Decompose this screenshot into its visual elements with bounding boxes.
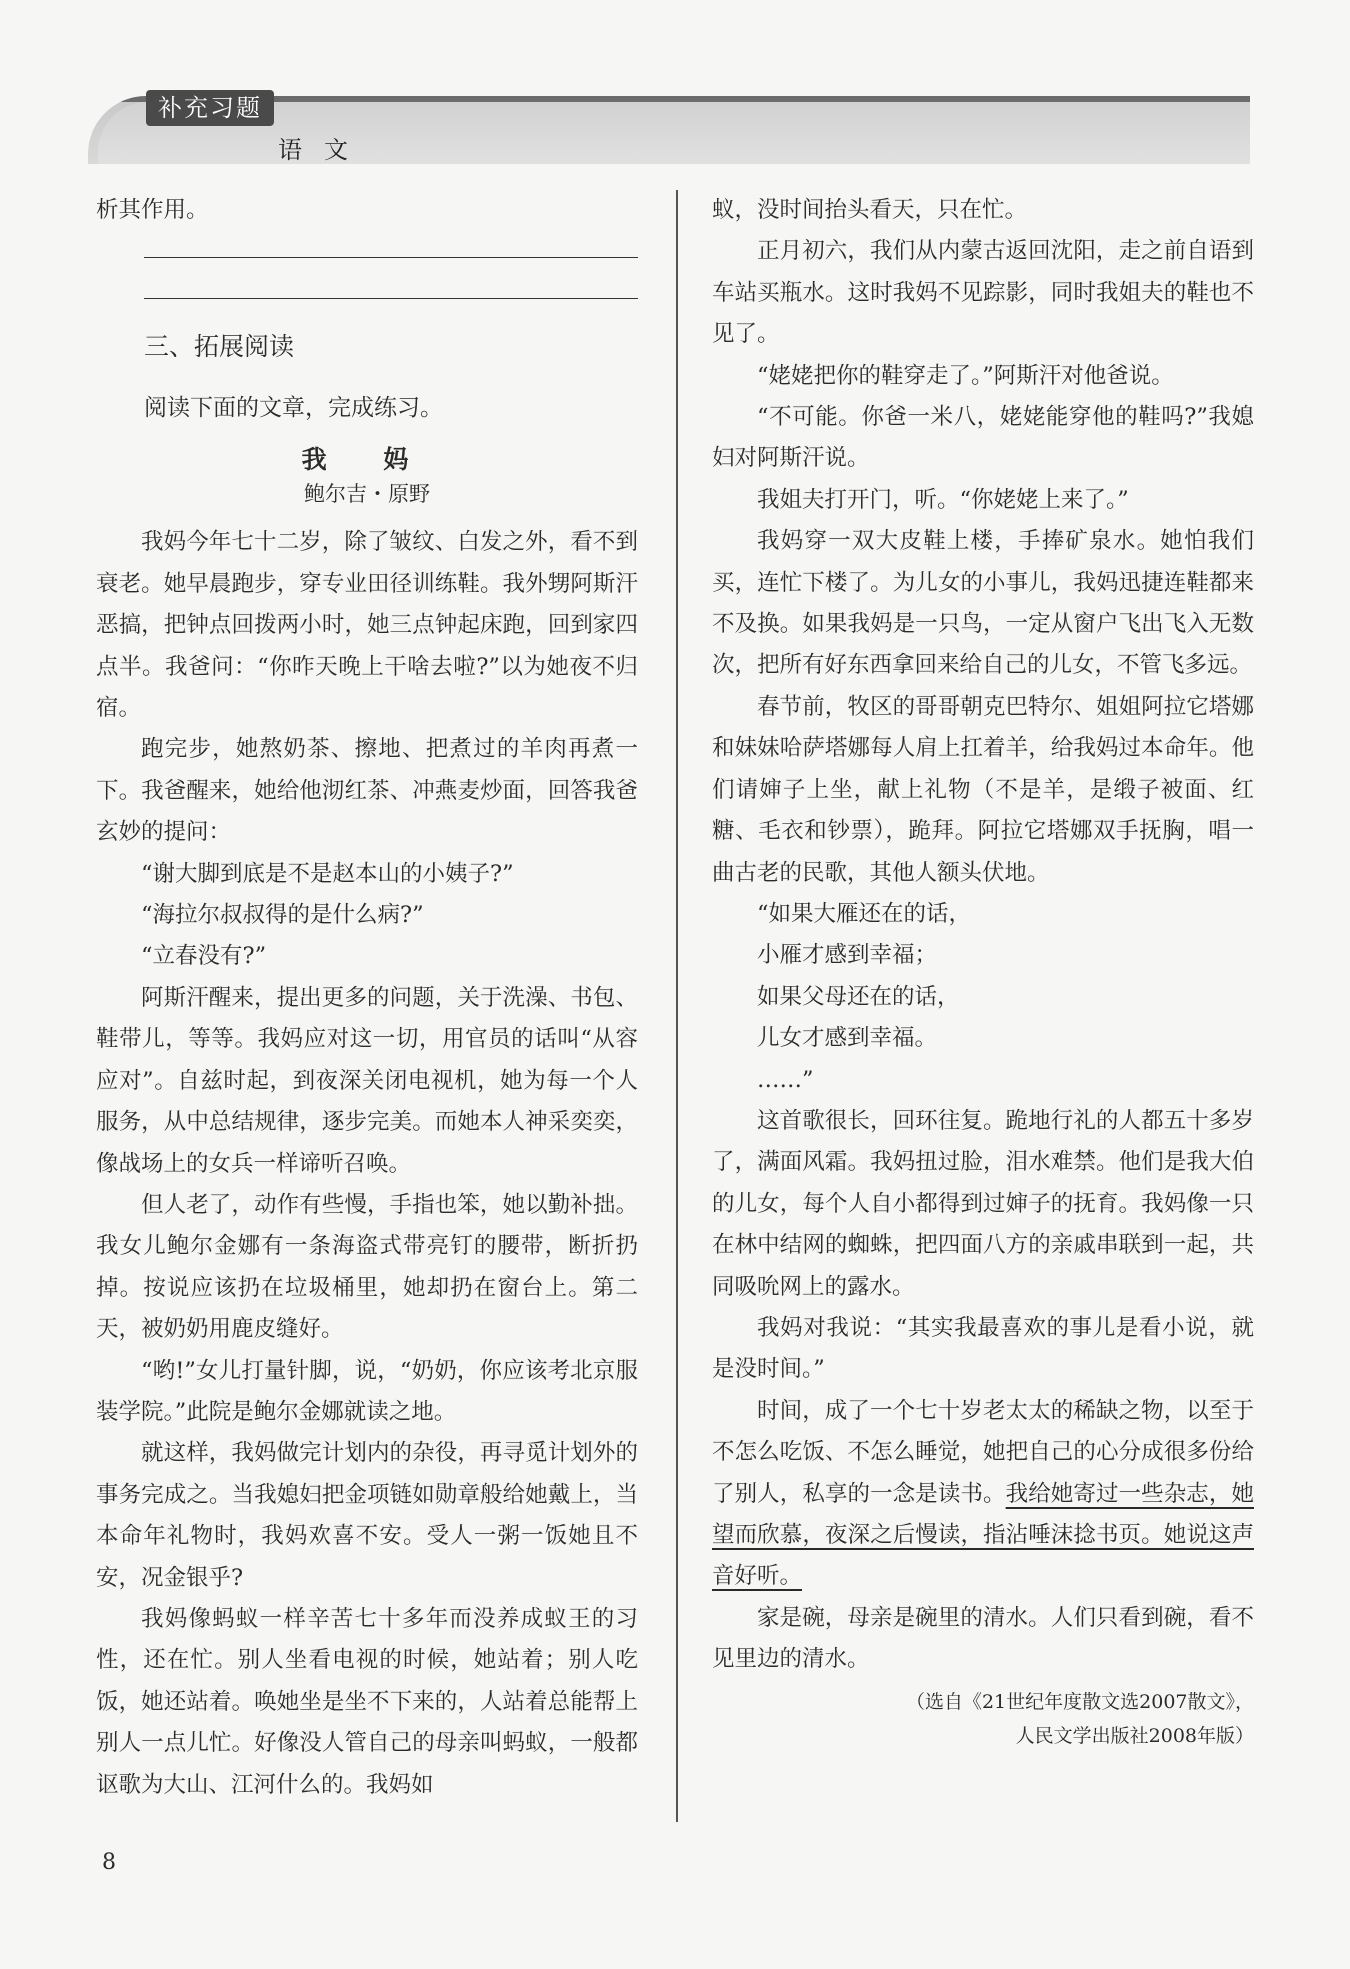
paragraph-text: 时间，成了一个七十岁老太太的稀缺之物，以至于不怎么吃饭、不怎么睡觉，她把自己的心分成很多份给了别人，私享的一念是读书。 [712,1397,1254,1507]
left-column [96,190,638,1806]
paragraph: 我姐夫打开门，听。“你姥姥上来了。” [757,486,1129,513]
paragraph: “立春没有?” [141,943,267,970]
song-line: 如果父母还在的话， [757,983,960,1010]
paragraph: 春节前，牧区的哥哥朝克巴特尔、姐姐阿拉它塔娜和妹妹哈萨塔娜每人肩上扛着羊，给我妈过本命年。他们请婶子上坐，献上礼物（不是羊，是缎子被面、红糖、毛衣和钞票），跪拜。阿拉它塔娜双手抚胸，唱一曲古老的民歌，其他人额头伏地。 [712,693,1254,886]
article-author: 鲍尔吉・原野 [304,482,430,507]
section-title: 三、拓展阅读 [144,332,295,362]
paragraph: 我妈对我说：“其实我最喜欢的事儿是看小说，就是没时间。” [712,1314,1254,1383]
paragraph: 但人老了，动作有些慢，手指也笨，她以勤补拙。我女儿鲍尔金娜有一条海盗式带亮钉的腰带，断折扔掉。按说应该扔在垃圾桶里，她却扔在窗台上。第二天，被奶奶用鹿皮缝好。 [96,1191,638,1343]
song-line: 小雁才感到幸福； [757,942,938,969]
subject-label: 语文 [278,136,370,164]
paragraph: “哟!”女儿打量针脚，说，“奶奶，你应该考北京服装学院。”此院是鲍尔金娜就读之地。 [96,1357,638,1425]
paragraph [712,1391,1254,1598]
page-number: 8 [102,1850,116,1875]
source-citation [712,1685,1254,1753]
paragraph: 蚁，没时间抬头看天，只在忙。 [712,197,1028,223]
supplementary-exercises-tag: 补充习题 [146,90,274,126]
underlined-sentence: 我给她寄过一些杂志，她望而欣慕，夜深之后慢读，指沾唾沫捻书页。她说这声音好听。 [712,1480,1254,1590]
paragraph: “不可能。你爸一米八，姥姥能穿他的鞋吗?”我媳妇对阿斯汗说。 [712,404,1254,472]
paragraph: 正月初六，我们从内蒙古返回沈阳，走之前自语到车站买瓶水。这时我妈不见踪影，同时我姐夫的鞋也不见了。 [712,238,1254,348]
song-line: ……” [757,1066,814,1093]
answer-line [144,257,638,258]
song-line: 儿女才感到幸福。 [757,1025,938,1052]
column-divider [676,190,678,1822]
paragraph: 我妈像蚂蚁一样辛苦七十多年而没养成蚁王的习性，还在忙。别人坐看电视的时候，她站着；别人吃饭，她还站着。唤她坐是坐不下来的，人站着总能帮上别人一点儿忙。好像没人管自己的母亲叫蚂蚁，一般都讴歌为大山、江河什么的。我妈如 [96,1605,638,1798]
paragraph: 就这样，我妈做完计划内的杂役，再寻觅计划外的事务完成之。当我媳妇把金项链如勋章般给她戴上，当本命年礼物时，我妈欢喜不安。受人一粥一饭她且不安，况金银乎? [96,1440,638,1591]
song-line: “如果大雁还在的话， [757,900,972,927]
paragraph: “姥姥把你的鞋穿走了。”阿斯汗对他爸说。 [757,362,1174,389]
paragraph: 跑完步，她熬奶茶、擦地、把煮过的羊肉再煮一下。我爸醒来，她给他沏红茶、冲燕麦炒面，回答我爸玄妙的提问： [96,736,638,846]
question-continuation: 析其作用。 [96,197,209,223]
paragraph: “谢大脚到底是不是赵本山的小姨子?” [141,860,514,887]
paragraph: 阿斯汗醒来，提出更多的问题，关于洗澡、书包、鞋带儿，等等。我妈应对这一切，用官员的话叫“从容应对”。自兹时起，到夜深关闭电视机，她为每一个人服务，从中总结规律，逐步完美。而她本人神采奕奕，像战场上的女兵一样谛听召唤。 [96,984,638,1177]
answer-line [144,298,638,299]
paragraph: “海拉尔叔叔得的是什么病?” [141,902,424,929]
source-line: （选自《21世纪年度散文选2007散文》， [905,1690,1254,1713]
right-column [712,190,1254,1753]
article-title: 我 妈 [301,445,433,475]
paragraph: 我妈穿一双大皮鞋上楼，手捧矿泉水。她怕我们买，连忙下楼了。为儿女的小事儿，我妈迅捷连鞋都来不及换。如果我妈是一只鸟，一定从窗户飞出飞入无数次，把所有好东西拿回来给自己的儿女，不管飞多远。 [712,528,1254,679]
source-line: 人民文学出版社2008年版） [1015,1724,1254,1747]
paragraph: 这首歌很长，回环往复。跪地行礼的人都五十多岁了，满面风霜。我妈扭过脸，泪水难禁。他们是我大伯的儿女，每个人自小都得到过婶子的抚育。我妈像一只在林中结网的蜘蛛，把四面八方的亲戚串联到一起，共同吸吮网上的露水。 [712,1107,1254,1300]
paragraph: 我妈今年七十二岁，除了皱纹、白发之外，看不到衰老。她早晨跑步，穿专业田径训练鞋。我外甥阿斯汗恶搞，把钟点回拨两小时，她三点钟起床跑，回到家四点半。我爸问：“你昨天晚上干啥去啦?”以为她夜不归宿。 [96,529,638,722]
instruction: 阅读下面的文章，完成练习。 [144,395,443,422]
closing-paragraph: 家是碗，母亲是碗里的清水。人们只看到碗，看不见里边的清水。 [712,1604,1254,1673]
